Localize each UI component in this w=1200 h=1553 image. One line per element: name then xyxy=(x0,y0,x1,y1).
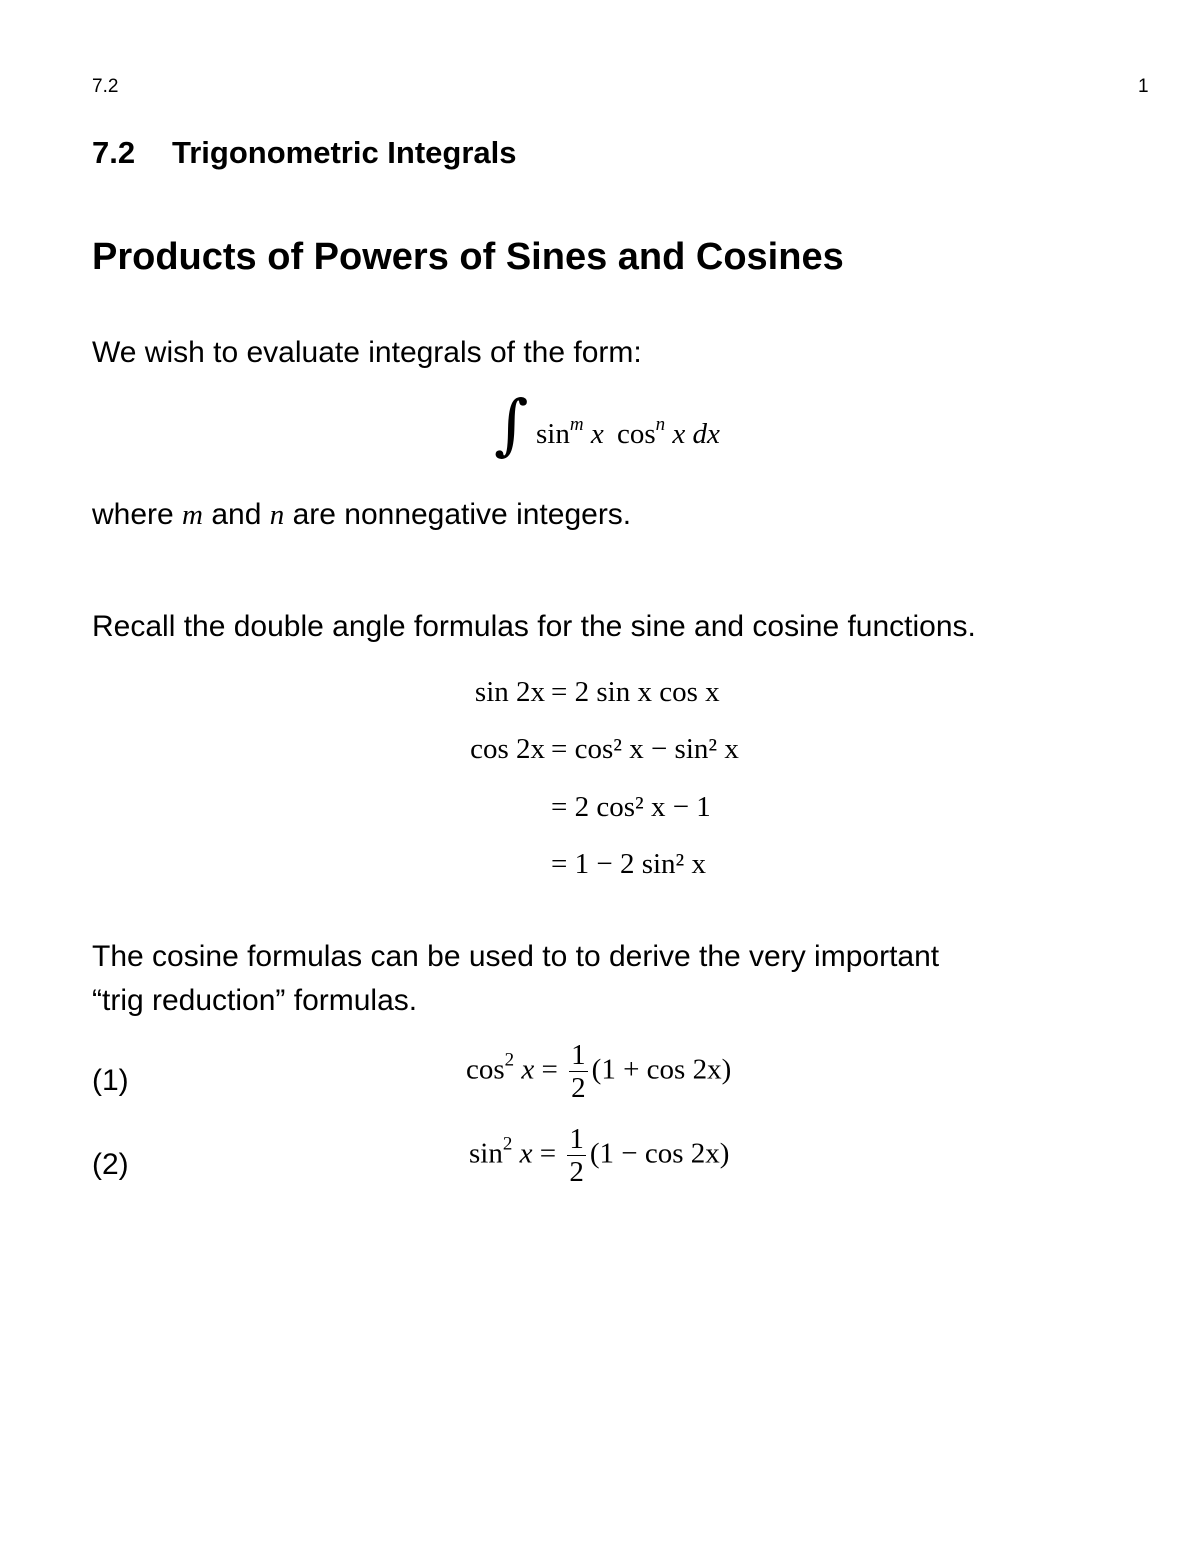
where-text: where m and n are nonnegative integers. xyxy=(92,498,632,531)
running-header-section: 7.2 xyxy=(92,76,119,97)
cosine-paragraph-line-2: “trig reduction” formulas. xyxy=(92,984,418,1017)
page-number: 1 xyxy=(1138,76,1149,97)
cosine-paragraph-line-1: The cosine formulas can be used to to derive the very important xyxy=(92,940,940,973)
formula-rhs-4: = 1 − 2 sin² x xyxy=(551,848,706,880)
integral-integrand: $\sin^m x$ $\cos^n x$ dx xyxy=(536,414,720,450)
section-heading xyxy=(92,135,517,171)
formula-lhs-2: cos 2x xyxy=(470,733,545,765)
equation-label-1: (1) xyxy=(92,1064,129,1097)
formula-rhs-3: = 2 cos² x − 1 xyxy=(551,791,711,823)
formula-lhs-1: sin 2x xyxy=(474,676,545,708)
equation-label-2: (2) xyxy=(92,1148,129,1181)
integral-formula xyxy=(494,386,529,463)
section-number: 7.2 xyxy=(92,135,136,170)
section-title: Trigonometric Integrals xyxy=(172,135,517,170)
integral-sign: ∫ xyxy=(494,386,529,463)
formula-rhs-2: = cos² x − sin² x xyxy=(551,733,739,765)
page-title: Products of Powers of Sines and Cosines xyxy=(92,236,844,278)
reduction-formula-1: $\cos^2 x$ = $\frac{1}{2}$ (1 + cos 2x) xyxy=(466,1039,732,1105)
intro-text: We wish to evaluate integrals of the form: xyxy=(92,336,642,369)
reduction-formula-2: $\sin^2 x$ = $\frac{1}{2}$ (1 − cos 2x) xyxy=(469,1123,730,1189)
formula-rhs-1: = 2 sin x cos x xyxy=(551,676,720,708)
recall-text: Recall the double angle formulas for the sine and cosine functions. xyxy=(92,610,976,643)
